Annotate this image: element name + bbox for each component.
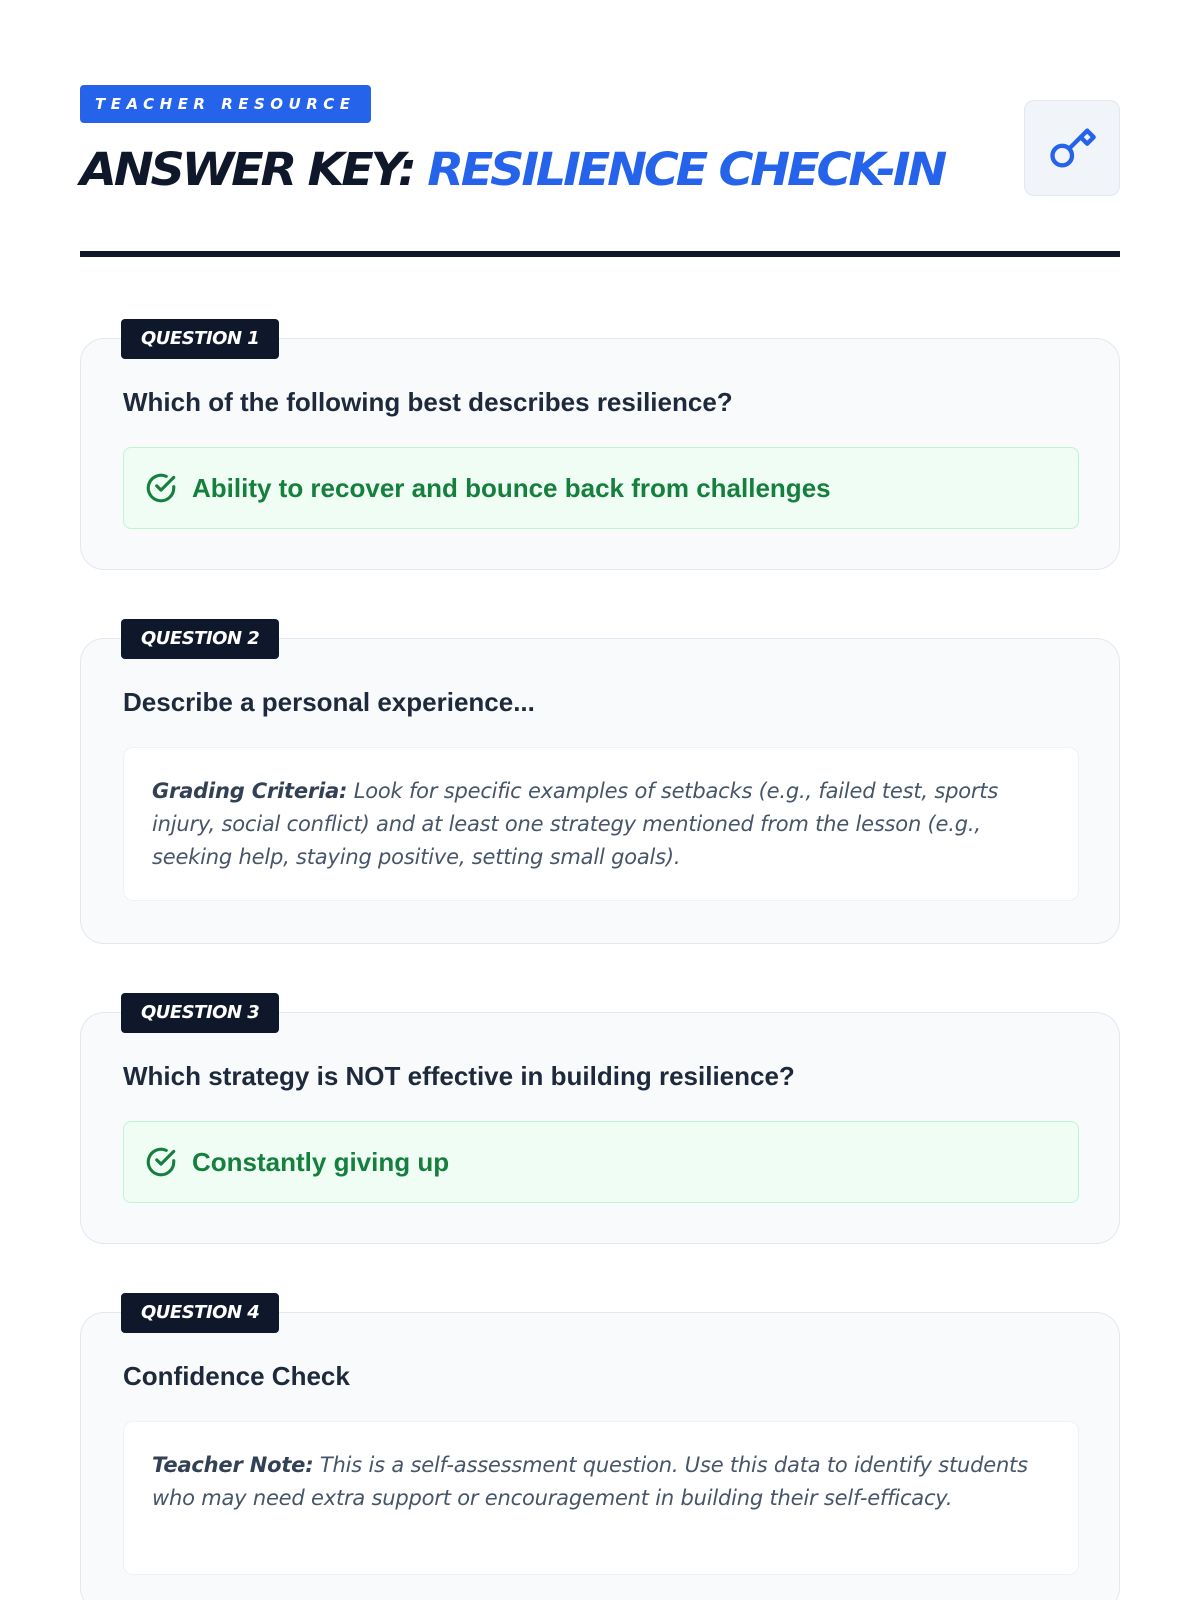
note-text: Look for specific examples of setbacks (e.g., failed test, sports injury, social conflict) and at least one strategy mentioned from the lesson (e.g., seeking help, staying positive, setting small goals). (152, 779, 999, 869)
correct-answer-box (123, 447, 1079, 529)
note-label: Teacher Note: (152, 1453, 314, 1477)
page-header (80, 85, 1120, 257)
question-tag: QUESTION 2 (121, 619, 279, 659)
question-card-4 (80, 1302, 1120, 1600)
teacher-resource-badge: TEACHER RESOURCE (80, 85, 371, 123)
question-card-1 (80, 328, 1120, 570)
check-circle-icon (144, 1145, 178, 1179)
correct-answer-box (123, 1121, 1079, 1203)
title-prefix: ANSWER KEY: (80, 143, 414, 196)
title-accent: RESILIENCE CHECK-IN (427, 143, 945, 196)
key-icon (1046, 122, 1098, 174)
question-text: Describe a personal experience... (123, 687, 535, 717)
question-tag: QUESTION 1 (121, 319, 279, 359)
correct-answer-text: Constantly giving up (192, 1146, 450, 1177)
question-text: Which strategy is NOT effective in building resilience? (123, 1061, 795, 1091)
teacher-note-box (123, 1421, 1079, 1575)
question-tag: QUESTION 4 (121, 1293, 279, 1333)
correct-answer-text: Ability to recover and bounce back from challenges (192, 472, 831, 503)
note-label: Grading Criteria: (152, 779, 348, 803)
question-text: Which of the following best describes resilience? (123, 387, 733, 417)
question-text: Confidence Check (123, 1361, 350, 1391)
question-tag: QUESTION 3 (121, 993, 279, 1033)
question-card-3 (80, 1002, 1120, 1244)
key-icon-box (1024, 100, 1120, 196)
grading-criteria-box (123, 747, 1079, 901)
page-title (80, 140, 944, 200)
question-card-2 (80, 628, 1120, 944)
check-circle-icon (144, 471, 178, 505)
note-text: This is a self-assessment question. Use this data to identify students who may need extra support or encouragement in building their self-efficacy. (152, 1453, 1028, 1510)
